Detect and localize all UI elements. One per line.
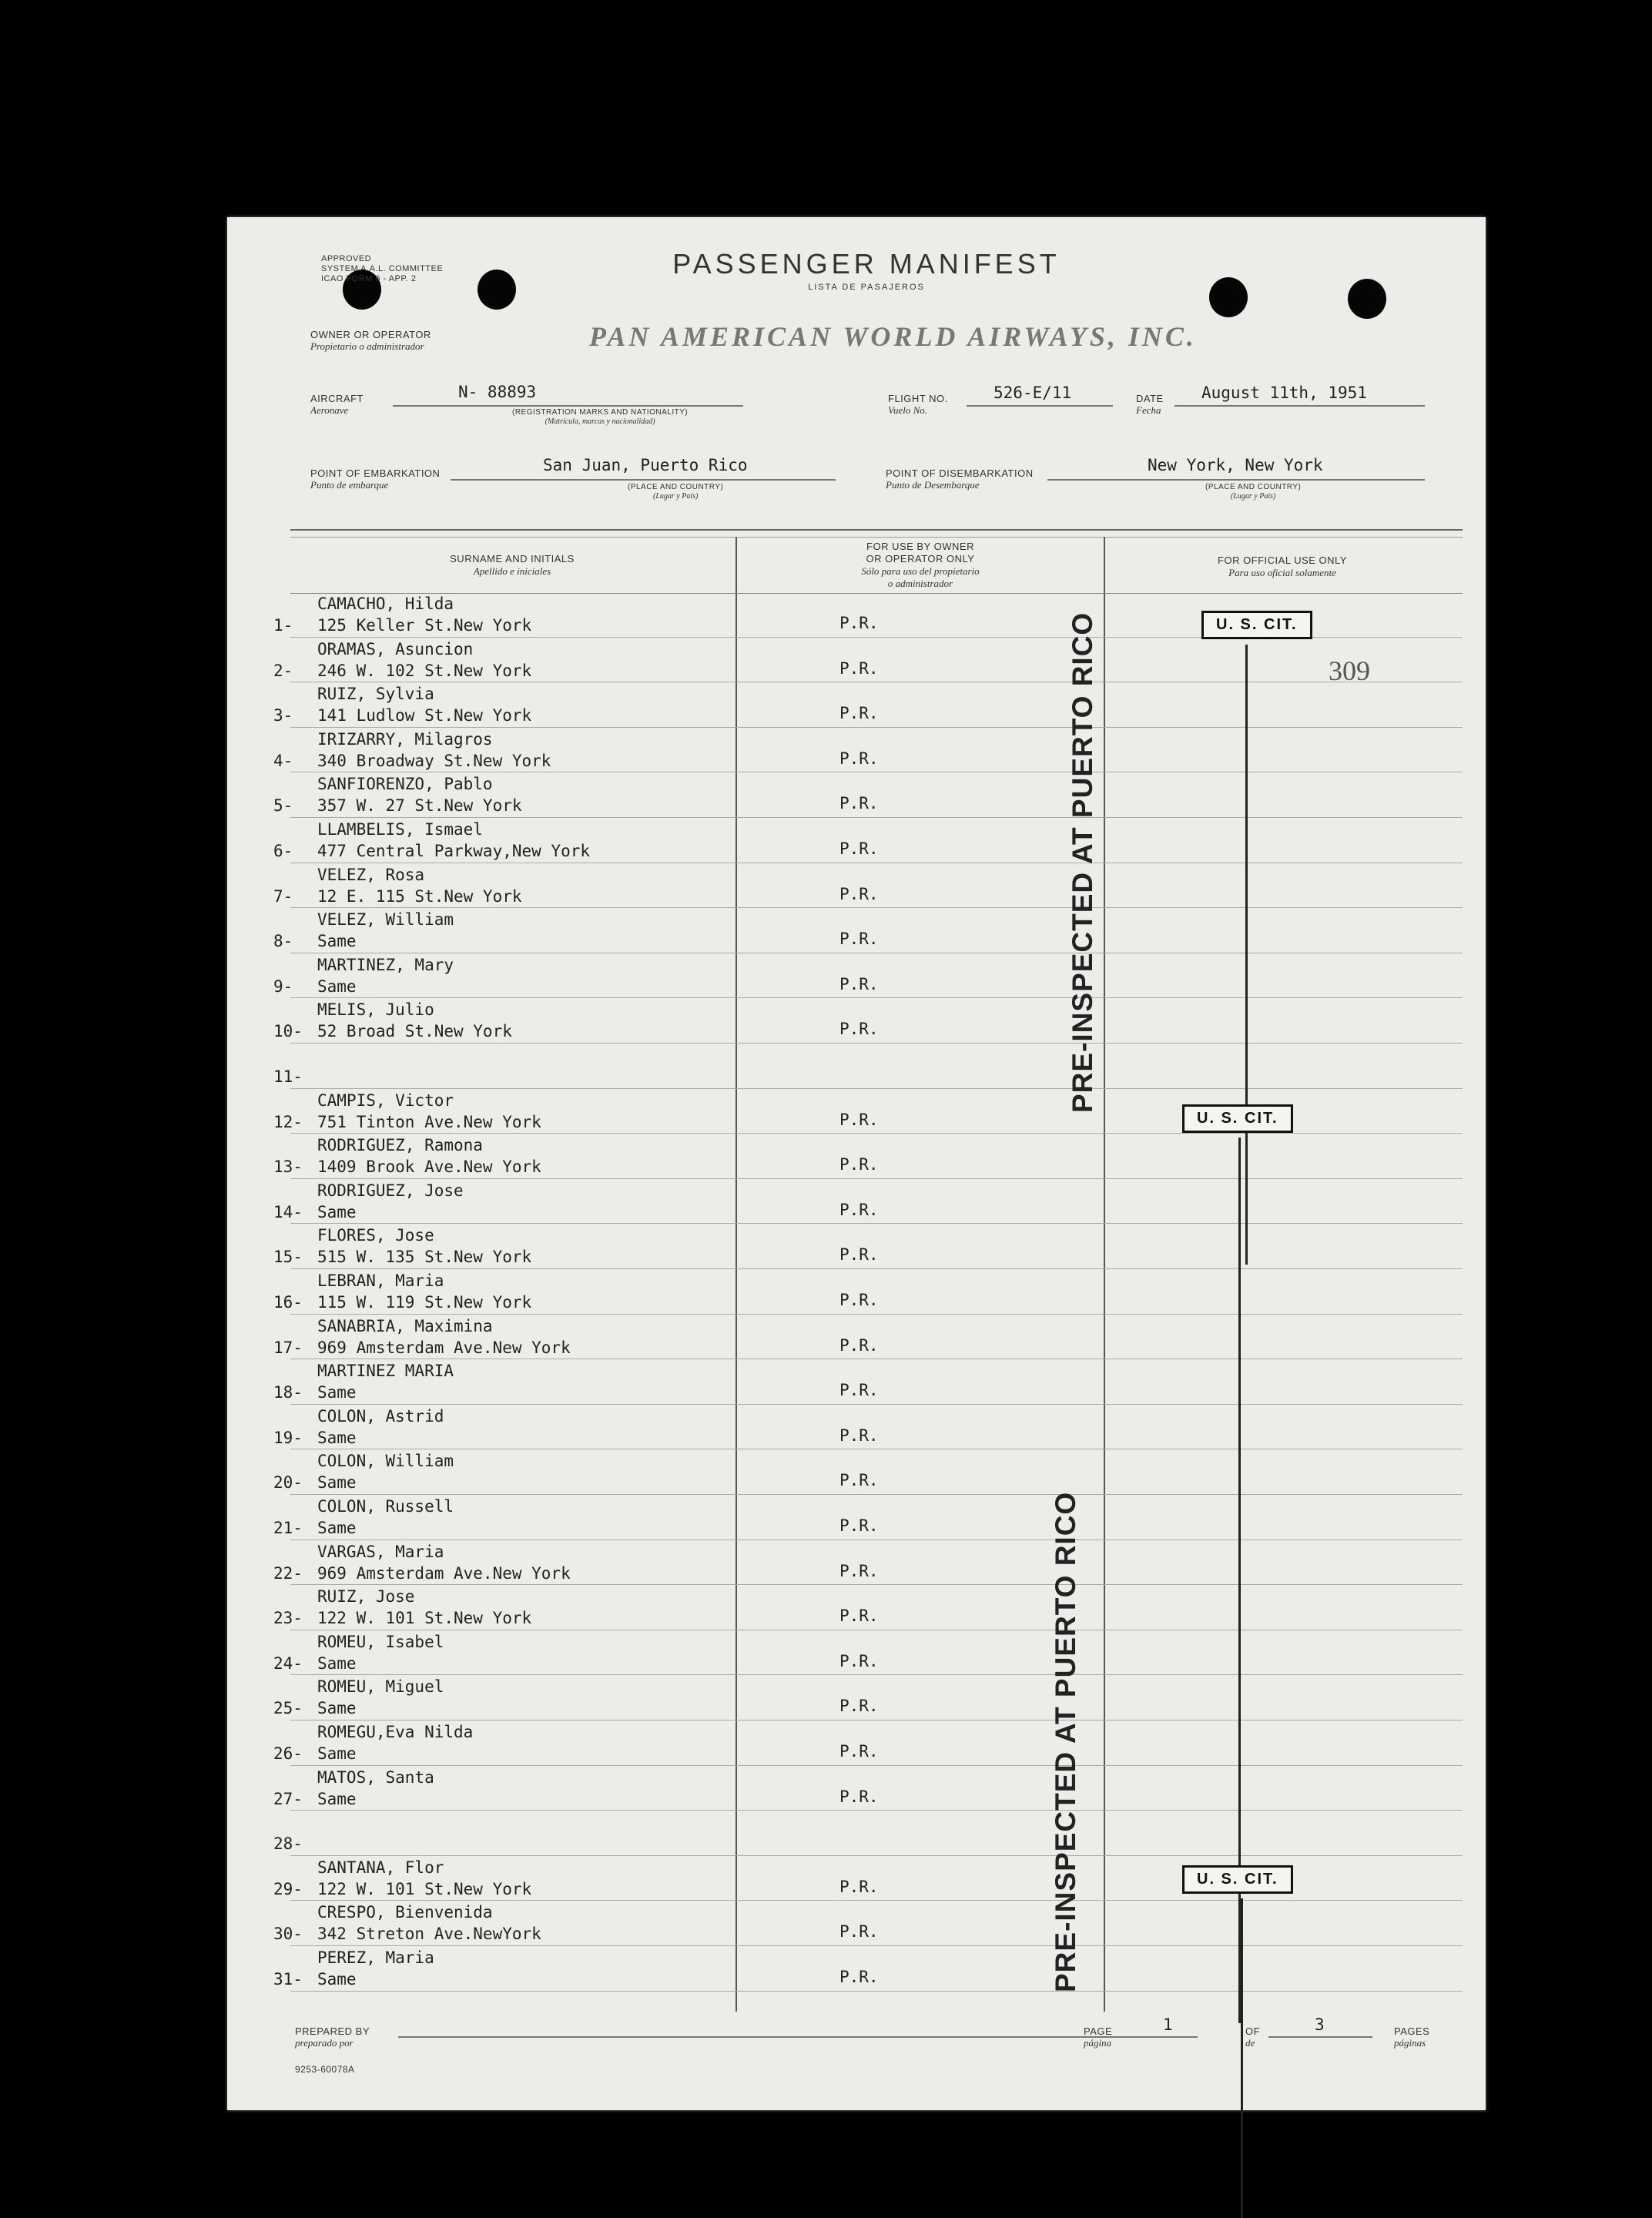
row-number: 15: [273, 1248, 293, 1267]
passenger-name: FLORES, Jose: [317, 1226, 434, 1245]
row-number: 6: [273, 842, 283, 860]
citizen-bracket: [1241, 1898, 1243, 2218]
table-row: [227, 1811, 1486, 1857]
passenger-address: 969 Amsterdam Ave.New York: [317, 1338, 571, 1357]
passenger-name: ROMEGU,Eva Nilda: [317, 1723, 474, 1741]
table-row: [227, 1360, 1486, 1406]
passenger-code: P.R.: [839, 1381, 879, 1400]
passenger-number: 22-: [273, 1563, 303, 1583]
row-number: 10: [273, 1022, 293, 1041]
row-number: 28: [273, 1834, 293, 1854]
passenger-address: 357 W. 27 St.New York: [317, 796, 522, 816]
date-label: [1136, 393, 1164, 416]
flight-label: [888, 393, 948, 416]
passenger-address: 122 W. 101 St.New York: [317, 1879, 532, 1898]
passenger-code: P.R.: [839, 1200, 879, 1219]
official-header: FOR OFFICIAL USE ONLY: [1218, 554, 1347, 566]
passenger-code: P.R.: [839, 1697, 879, 1716]
form-number: 9253-60078A: [295, 2064, 355, 2075]
passenger-name: VELEZ, William: [317, 910, 454, 930]
table-row: [227, 1767, 1486, 1812]
passenger-code: P.R.: [839, 1291, 879, 1309]
page-title: PASSENGER MANIFEST: [672, 248, 1061, 280]
flight-value: 526-E/11: [994, 384, 1072, 402]
passenger-number: 24-: [273, 1653, 303, 1673]
passenger-name: CAMPIS, Victor: [317, 1091, 454, 1110]
punch-hole: [478, 270, 516, 310]
passenger-number: 17-: [273, 1338, 303, 1357]
row-number: 9: [273, 977, 283, 996]
owner-label-en: OWNER OR OPERATOR: [310, 329, 431, 340]
us-citizen-stamp: U. S. CIT.: [1182, 1865, 1293, 1894]
owner-label: [310, 329, 431, 352]
page-label-en: PAGE: [1084, 2025, 1113, 2037]
passenger-number: 12-: [273, 1112, 303, 1131]
table-row: [227, 1406, 1486, 1451]
owner-use-header: OR OPERATOR ONLY: [866, 553, 975, 565]
row-number: 4: [273, 751, 283, 770]
passenger-number: 9-: [273, 977, 293, 996]
passenger-code: P.R.: [839, 1787, 879, 1806]
passenger-number: 7-: [273, 886, 293, 906]
page-label-es: página: [1084, 2037, 1112, 2049]
disembark-label-en: POINT OF DISEMBARKATION: [886, 467, 1034, 479]
flight-label-es: Vuelo No.: [888, 404, 928, 416]
row-number: 7: [273, 886, 283, 906]
passenger-number: 27-: [273, 1789, 303, 1808]
pre-inspected-stamp: PRE-INSPECTED AT PUERTO RICO: [1067, 611, 1098, 1113]
passenger-address: Same: [317, 1202, 357, 1221]
passenger-number: 10-: [273, 1022, 303, 1041]
passenger-number: 4-: [273, 751, 293, 770]
row-number: 20: [273, 1473, 293, 1493]
passenger-code: P.R.: [839, 884, 879, 903]
table-row: [227, 1496, 1486, 1541]
passenger-code: P.R.: [839, 1020, 879, 1039]
row-number: 25: [273, 1699, 293, 1718]
embark-label-en: POINT OF EMBARKATION: [310, 467, 441, 479]
row-number: 14: [273, 1202, 293, 1221]
manifest-sheet: [227, 217, 1486, 2110]
passenger-address: 969 Amsterdam Ave.New York: [317, 1563, 571, 1583]
passenger-code: P.R.: [839, 614, 879, 632]
passenger-name: SANTANA, Flor: [317, 1858, 444, 1877]
of-label: [1245, 2025, 1260, 2049]
approved-block: [321, 254, 443, 284]
passenger-address: Same: [317, 1653, 357, 1673]
us-citizen-stamp: U. S. CIT.: [1201, 611, 1312, 639]
passenger-address: Same: [317, 1519, 357, 1537]
passenger-code: P.R.: [839, 1922, 879, 1942]
row-number: 21: [273, 1519, 293, 1537]
passenger-name: MARTINEZ, Mary: [317, 955, 454, 974]
table-row: [227, 683, 1486, 729]
passenger-name: ORAMAS, Asuncion: [317, 639, 474, 658]
table-row: [227, 1450, 1486, 1496]
row-number: 17: [273, 1338, 293, 1357]
passenger-number: 20-: [273, 1473, 303, 1493]
pages-label: [1394, 2025, 1429, 2049]
passenger-name: PEREZ, Maria: [317, 1948, 434, 1967]
page-label: [1084, 2025, 1112, 2049]
table-row: [227, 638, 1486, 684]
approved-line: ICAO FORM 6 - APP. 2: [321, 274, 417, 283]
row-number: 19: [273, 1428, 293, 1447]
passenger-number: 30-: [273, 1925, 303, 1944]
row-number: 24: [273, 1653, 293, 1673]
row-number: 26: [273, 1744, 293, 1763]
pages-label-es: páginas: [1394, 2037, 1426, 2049]
passenger-code: P.R.: [839, 1561, 879, 1580]
table-row: [227, 1225, 1486, 1270]
aircraft-note-en: (REGISTRATION MARKS AND NATIONALITY): [512, 408, 689, 417]
row-number: 12: [273, 1112, 293, 1131]
passenger-count: 309: [1329, 655, 1370, 686]
passenger-address: Same: [317, 1789, 357, 1808]
passenger-address: 125 Keller St.New York: [317, 616, 532, 635]
passenger-address: 340 Broadway St.New York: [317, 751, 551, 770]
passenger-name: RUIZ, Sylvia: [317, 685, 434, 704]
passenger-code: P.R.: [839, 930, 879, 949]
passenger-name: LEBRAN, Maria: [317, 1271, 444, 1290]
passenger-name: COLON, Russell: [317, 1497, 454, 1516]
us-citizen-stamp: U. S. CIT.: [1182, 1104, 1293, 1133]
passenger-code: P.R.: [839, 1245, 879, 1265]
disembark-label: [886, 467, 1034, 491]
passenger-address: Same: [317, 1970, 357, 1988]
passenger-name: LLAMBELIS, Ismael: [317, 820, 483, 839]
passenger-name: ROMEU, Isabel: [317, 1632, 444, 1651]
flight-label-en: FLIGHT NO.: [888, 393, 948, 404]
date-label-es: Fecha: [1136, 404, 1161, 416]
citizen-bracket: [1245, 645, 1248, 1265]
passenger-code: P.R.: [839, 1471, 879, 1490]
table-row: [227, 954, 1486, 1000]
passenger-address: Same: [317, 932, 357, 951]
passenger-code: P.R.: [839, 658, 879, 678]
owner-use-header-es: Sólo para uso del propietario: [861, 565, 980, 577]
passenger-name: COLON, Astrid: [317, 1406, 444, 1426]
table-row: [227, 1541, 1486, 1586]
passenger-address: 141 Ludlow St.New York: [317, 706, 532, 725]
table-row: [227, 999, 1486, 1044]
table-row: [227, 1721, 1486, 1767]
passenger-code: P.R.: [839, 1607, 879, 1626]
punch-hole: [1348, 279, 1386, 319]
passenger-address: Same: [317, 1428, 357, 1447]
passenger-code: P.R.: [839, 1335, 879, 1355]
row-number: 30: [273, 1925, 293, 1944]
passenger-name: MATOS, Santa: [317, 1767, 434, 1787]
table-row: [227, 773, 1486, 819]
disembark-label-es: Punto de Desembarque: [886, 479, 980, 491]
row-number: 27: [273, 1789, 293, 1808]
passenger-name: RODRIGUEZ, Jose: [317, 1181, 464, 1200]
row-number: 1: [273, 616, 283, 635]
pages-label-en: PAGES: [1394, 2025, 1430, 2037]
passenger-number: 28-: [273, 1834, 303, 1854]
passenger-code: P.R.: [839, 1155, 879, 1174]
passenger-number: 8-: [273, 932, 293, 951]
passenger-number: 31-: [273, 1970, 303, 1988]
passenger-code: P.R.: [839, 1426, 879, 1445]
row-number: 5: [273, 796, 283, 816]
passenger-number: 21-: [273, 1519, 303, 1537]
embark-label-es: Punto de embarque: [310, 479, 389, 491]
table-row: [227, 1270, 1486, 1315]
table-row: [227, 819, 1486, 864]
col-header-official: [1113, 554, 1452, 579]
passenger-name: VELEZ, Rosa: [317, 865, 425, 884]
table-row: [227, 909, 1486, 954]
passenger-code: P.R.: [839, 1742, 879, 1761]
table-row: [227, 1631, 1486, 1677]
passenger-name: CRESPO, Bienvenida: [317, 1903, 493, 1922]
approved-line: SYSTEM A.A.L. COMMITTEE: [321, 264, 444, 273]
passenger-code: P.R.: [839, 704, 879, 723]
passenger-address: 246 W. 102 St.New York: [317, 661, 532, 680]
row-number: 22: [273, 1563, 293, 1583]
passenger-code: P.R.: [839, 974, 879, 993]
owner-use-header-es: o administrador: [887, 578, 953, 589]
passenger-address: 12 E. 115 St.New York: [317, 886, 522, 906]
passenger-code: P.R.: [839, 1968, 879, 1986]
table-row: [227, 1180, 1486, 1225]
place-note-en: (PLACE AND COUNTRY): [1205, 483, 1302, 491]
prepared-by-label: [295, 2025, 370, 2049]
embark-label: [310, 467, 440, 491]
row-number: 13: [273, 1158, 293, 1177]
row-number: 11: [273, 1067, 293, 1086]
prepared-label-en: PREPARED BY: [295, 2025, 370, 2037]
place-note-es: (Lugar y País): [1231, 492, 1276, 501]
row-number: 31: [273, 1970, 293, 1988]
passenger-address: 122 W. 101 St.New York: [317, 1609, 532, 1628]
surname-header-es: Apellido e iniciales: [473, 565, 551, 577]
passenger-code: P.R.: [839, 1110, 879, 1129]
owner-label-es: Propietario o administrador: [310, 340, 424, 352]
passenger-number: 25-: [273, 1699, 303, 1718]
place-note-es: (Lugar y País): [653, 492, 699, 501]
table-row: [227, 1134, 1486, 1180]
passenger-number: 19-: [273, 1428, 303, 1447]
passenger-address: 342 Streton Ave.NewYork: [317, 1925, 541, 1944]
passenger-name: SANFIORENZO, Pablo: [317, 775, 493, 794]
passenger-number: 16-: [273, 1293, 303, 1312]
owner-use-header: FOR USE BY OWNER: [866, 541, 974, 552]
passenger-name: COLON, William: [317, 1452, 454, 1471]
passenger-name: IRIZARRY, Milagros: [317, 729, 493, 749]
embark-value: San Juan, Puerto Rico: [543, 456, 748, 474]
table-row: [227, 1586, 1486, 1631]
row-number: 2: [273, 661, 283, 680]
passenger-number: 26-: [273, 1744, 303, 1763]
passenger-address: Same: [317, 1699, 357, 1718]
disembark-value: New York, New York: [1148, 456, 1323, 474]
row-number: 3: [273, 706, 283, 725]
embark-place-note: [628, 483, 723, 501]
passenger-name: RODRIGUEZ, Ramona: [317, 1136, 483, 1155]
table-row: [227, 1901, 1486, 1947]
aircraft-label: [310, 393, 364, 416]
passenger-number: 13-: [273, 1158, 303, 1177]
passenger-name: SANABRIA, Maximina: [317, 1316, 493, 1335]
row-number: 8: [273, 932, 283, 951]
official-header-es: Para uso oficial solamente: [1228, 567, 1336, 578]
passenger-number: 29-: [273, 1879, 303, 1898]
col-header-owner-use: [751, 541, 1090, 590]
row-number: 18: [273, 1383, 293, 1402]
place-note-en: (PLACE AND COUNTRY): [628, 483, 724, 491]
pre-inspected-stamp: PRE-INSPECTED AT PUERTO RICO: [1050, 1491, 1081, 1992]
surname-header: SURNAME AND INITIALS: [450, 553, 575, 565]
passenger-number: 6-: [273, 842, 293, 860]
of-label-en: OF: [1245, 2025, 1261, 2037]
passenger-number: 23-: [273, 1609, 303, 1628]
passenger-address: Same: [317, 977, 357, 996]
passenger-code: P.R.: [839, 1651, 879, 1670]
passenger-name: VARGAS, Maria: [317, 1542, 444, 1561]
passenger-address: 751 Tinton Ave.New York: [317, 1112, 541, 1131]
passenger-name: MARTINEZ MARIA: [317, 1362, 454, 1381]
passenger-address: 515 W. 135 St.New York: [317, 1248, 532, 1267]
col-header-surname: [366, 553, 658, 578]
table-row: [227, 1947, 1486, 1992]
passenger-address: 477 Central Parkway,New York: [317, 842, 591, 860]
passenger-address: Same: [317, 1383, 357, 1402]
passenger-code: P.R.: [839, 1877, 879, 1896]
passenger-code: P.R.: [839, 1516, 879, 1535]
passenger-name: CAMACHO, Hilda: [317, 595, 454, 613]
prepared-label-es: preparado por: [295, 2037, 354, 2049]
passenger-code: P.R.: [839, 749, 879, 768]
passenger-number: 11-: [273, 1067, 303, 1086]
passenger-address: 115 W. 119 St.New York: [317, 1293, 532, 1312]
row-number: 23: [273, 1609, 293, 1628]
table-row: [227, 1315, 1486, 1361]
aircraft-label-es: Aeronave: [310, 404, 349, 416]
aircraft-label-en: AIRCRAFT: [310, 393, 364, 404]
row-number: 29: [273, 1879, 293, 1898]
aircraft-value: N- 88893: [458, 383, 537, 401]
passenger-name: MELIS, Julio: [317, 1000, 434, 1020]
passenger-number: 3-: [273, 706, 293, 725]
of-label-es: de: [1245, 2037, 1255, 2049]
table-row: [227, 729, 1486, 774]
passenger-name: RUIZ, Jose: [317, 1587, 415, 1607]
aircraft-note-es: (Matrícula, marcas y nacionalidad): [545, 417, 655, 426]
table-row: [227, 1044, 1486, 1090]
date-value: August 11th, 1951: [1201, 384, 1367, 402]
page-number: 1: [1163, 2015, 1173, 2034]
passenger-address: 1409 Brook Ave.New York: [317, 1158, 541, 1177]
table-row: [227, 864, 1486, 910]
passenger-address: Same: [317, 1473, 357, 1493]
table-row: [227, 1090, 1486, 1135]
passenger-code: P.R.: [839, 839, 879, 858]
passenger-code: P.R.: [839, 794, 879, 813]
row-number: 16: [273, 1293, 293, 1312]
table-row: [227, 1676, 1486, 1721]
passenger-address: 52 Broad St.New York: [317, 1022, 512, 1041]
passenger-number: 5-: [273, 796, 293, 816]
passenger-number: 15-: [273, 1248, 303, 1267]
approved-line: APPROVED: [321, 254, 372, 263]
passenger-number: 2-: [273, 661, 293, 680]
passenger-number: 14-: [273, 1202, 303, 1221]
page-subtitle: LISTA DE PASAJEROS: [808, 283, 925, 292]
punch-hole: [1209, 277, 1248, 317]
passenger-name: ROMEU, Miguel: [317, 1677, 444, 1697]
table-row: [227, 1857, 1486, 1902]
date-label-en: DATE: [1136, 393, 1164, 404]
passenger-number: 1-: [273, 616, 293, 635]
passenger-address: Same: [317, 1744, 357, 1763]
owner-value: PAN AMERICAN WORLD AIRWAYS, INC.: [589, 321, 1197, 352]
aircraft-note: [512, 408, 688, 427]
disembark-place-note: [1205, 483, 1301, 501]
passenger-number: 18-: [273, 1383, 303, 1402]
total-pages: 3: [1315, 2015, 1325, 2034]
